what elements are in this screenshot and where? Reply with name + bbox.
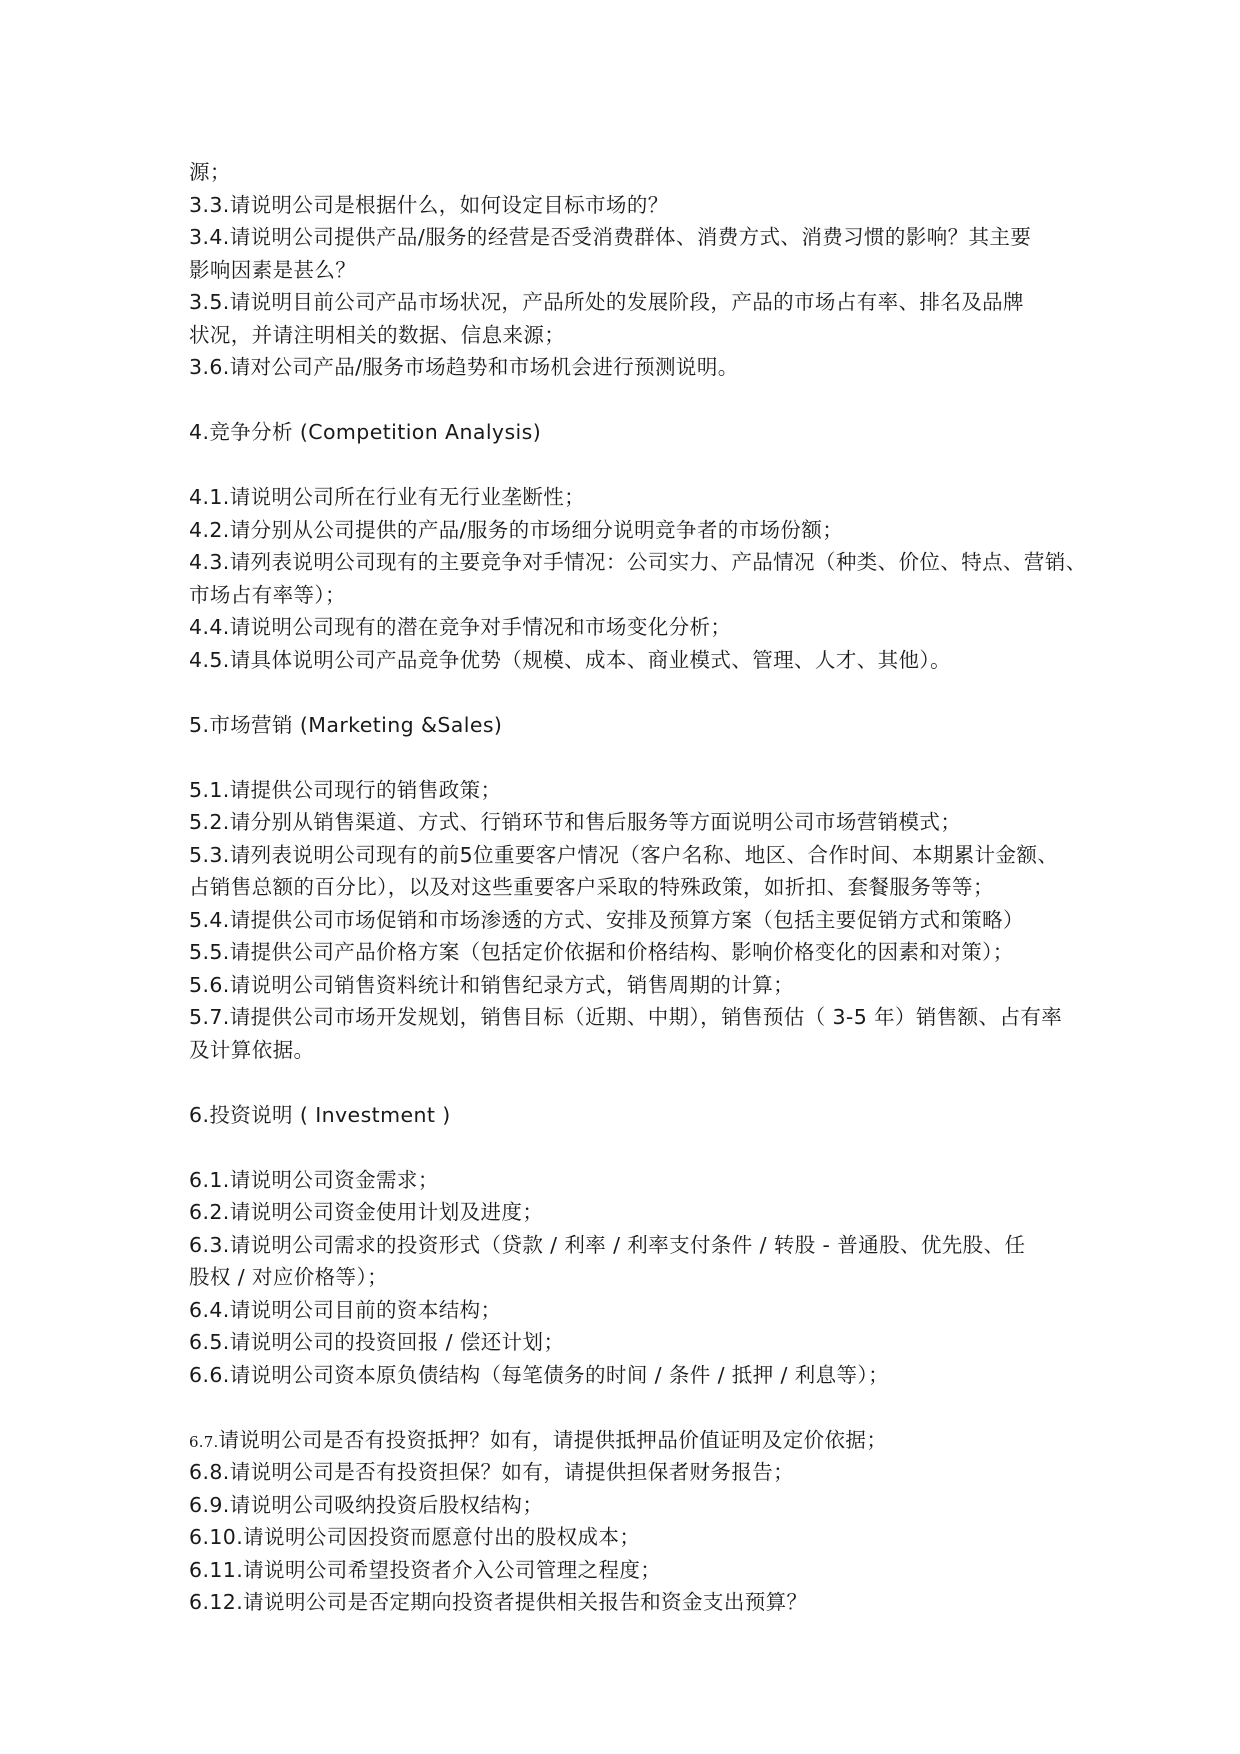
section-heading-investment: 6.投资说明 ( Investment ) [189,1102,451,1127]
text-line: 4.1.请说明公司所在行业有无行业垄断性； [189,485,586,509]
blank-line [189,1066,1069,1099]
blank-line [189,1391,1069,1424]
text-line: 6.8.请说明公司是否有投资担保？如有，请提供担保者财务报告； [189,1460,795,1484]
text-line: 6.5.请说明公司的投资回报 / 偿还计划； [189,1330,565,1354]
text-line: 及计算依据。 [189,1037,315,1062]
text-line: 5.6.请说明公司销售资料统计和销售纪录方式，销售周期的计算； [189,972,795,997]
text-line: 5.2.请分别从销售渠道、方式、行销环节和售后服务等方面说明公司市场营销模式； [189,810,962,834]
blank-line [189,449,1069,482]
text-line: 3.4.请说明公司提供产品/服务的经营是否受消费群体、消费方式、消费习惯的影响？其主要 [189,225,1032,249]
text-line: 6.3.请说明公司需求的投资形式（贷款 / 利率 / 利率支付条件 / 转股 - 普通股、优先股、任 [189,1232,1026,1257]
text-line: 4.5.请具体说明公司产品竞争优势（规模、成本、商业模式、管理、人才、其他）。 [189,647,951,672]
text-line: 6.1.请说明公司资金需求； [189,1167,439,1192]
text-line: 6.9.请说明公司吸纳投资后股权结构； [189,1492,544,1517]
blank-line [189,741,1069,774]
text-line: 5.1.请提供公司现行的销售政策； [189,777,502,802]
text-line: 5.3.请列表说明公司现有的前5位重要客户情况（客户名称、地区、合作时间、本期累计金额、 [189,842,1059,867]
text-line: 6.12.请说明公司是否定期向投资者提供相关报告和资金支出预算？ [189,1590,808,1614]
blank-line [189,676,1069,709]
text-line: 6.4.请说明公司目前的资本结构； [189,1297,502,1322]
text-line: 5.4.请提供公司市场促销和市场渗透的方式、安排及预算方案（包括主要促销方式和策略） [189,907,1024,932]
text-line: 影响因素是甚么？ [189,257,357,282]
item-number-6-7: 6.7. [189,1432,219,1451]
text-line: 5.7.请提供公司市场开发规划，销售目标（近期、中期），销售预估（ 3-5 年）销售额、占有率 [189,1005,1063,1029]
document-body [189,156,1087,1619]
text-line: 5.5.请提供公司产品价格方案（包括定价依据和价格结构、影响价格变化的因素和对策）； [189,940,1014,964]
section-heading-competition: 4.竞争分析 (Competition Analysis) [189,420,542,444]
text-line: 6.2.请说明公司资金使用计划及进度； [189,1200,544,1224]
text-line: 状况，并请注明相关的数据、信息来源； [189,322,566,347]
text-line: 3.3.请说明公司是根据什么，如何设定目标市场的？ [189,192,669,217]
text-line: 6.10.请说明公司因投资而愿意付出的股权成本； [189,1525,641,1549]
text-line: 占销售总额的百分比），以及对这些重要客户采取的特殊政策，如折扣、套餐服务等等； [189,875,994,899]
text-line: 6.11.请说明公司希望投资者介入公司管理之程度； [189,1557,662,1582]
text-line: 3.5.请说明目前公司产品市场状况，产品所处的发展阶段，产品的市场占有率、排名及品牌 [189,290,1024,314]
text-line: 6.6.请说明公司资本原负债结构（每笔债务的时间 / 条件 / 抵押 / 利息等）； [189,1362,889,1387]
text-line: 源； [189,160,231,184]
text-line: 3.6.请对公司产品/服务市场趋势和市场机会进行预测说明。 [189,355,739,379]
text-line: 股权 / 对应价格等）； [189,1265,388,1289]
section-heading-marketing: 5.市场营销 (Marketing &Sales) [189,712,503,737]
text-line: 市场占有率等）； [189,582,346,607]
text-line: 4.4.请说明公司现有的潜在竞争对手情况和市场变化分析； [189,615,732,639]
blank-line [189,1131,1069,1164]
text-line: 4.3.请列表说明公司现有的主要竞争对手情况：公司实力、产品情况（种类、价位、特点、营销、 [189,550,1087,574]
text-line-6-7 [189,1424,1069,1457]
item-text-6-7: 请说明公司是否有投资抵押？如有，请提供抵押品价值证明及定价依据； [218,1427,888,1452]
text-line: 4.2.请分别从公司提供的产品/服务的市场细分说明竞争者的市场份额； [189,517,844,542]
blank-line [189,384,1069,417]
